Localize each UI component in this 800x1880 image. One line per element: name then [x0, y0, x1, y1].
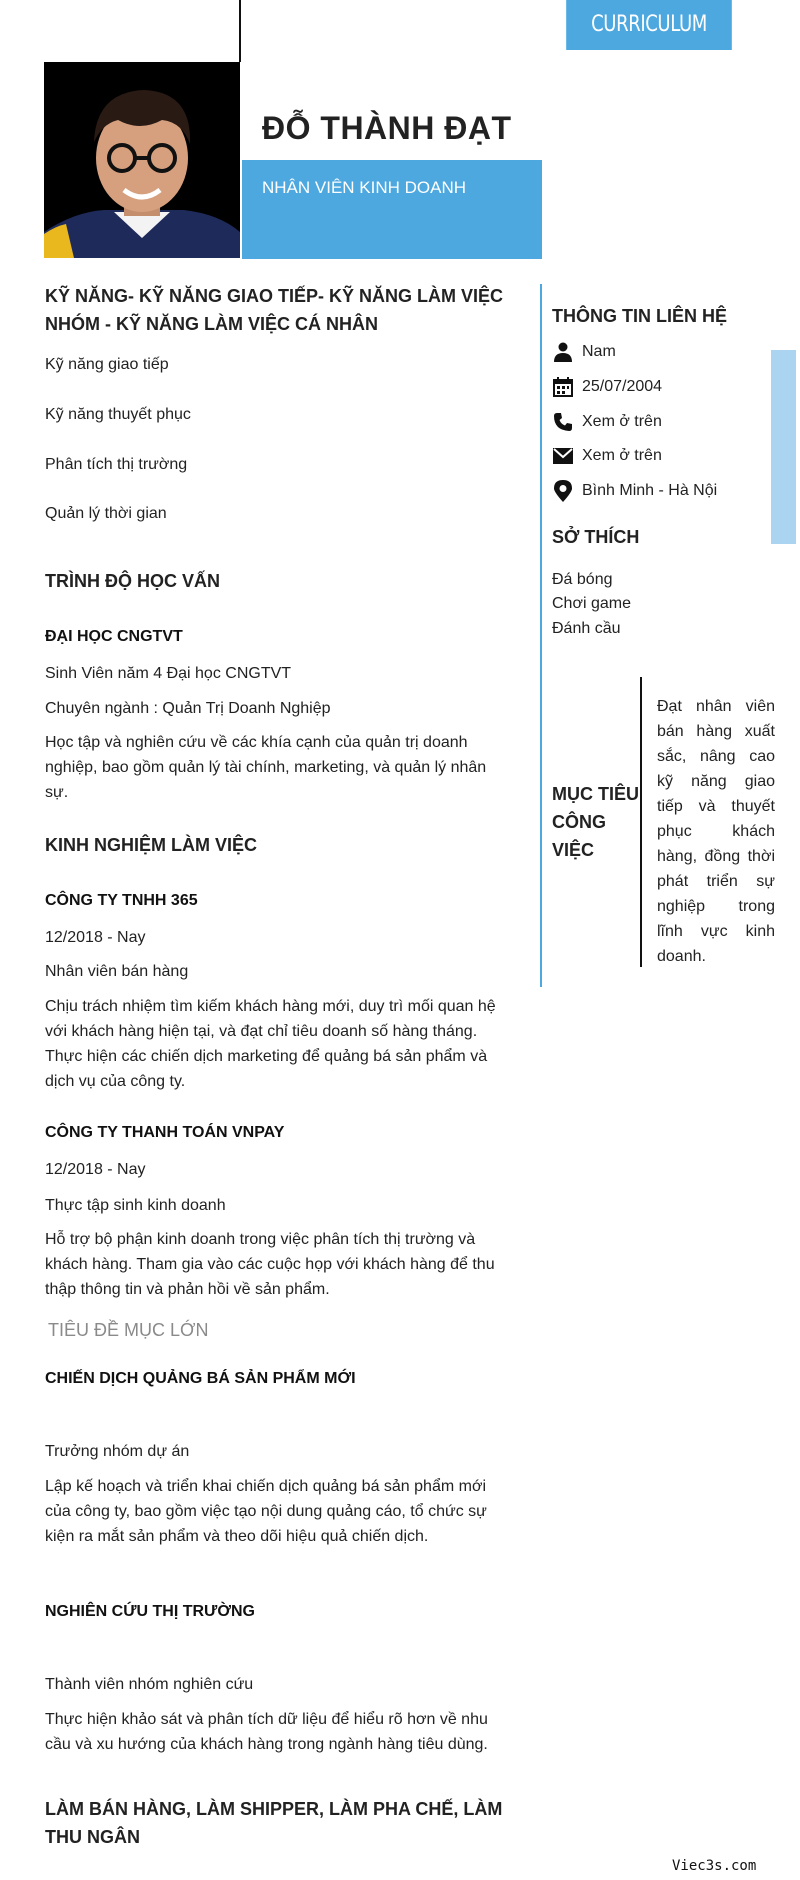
contact-gender-value: Nam [582, 343, 616, 360]
education-line: Sinh Viên năm 4 Đại học CNGTVT [45, 665, 292, 682]
hobbies-heading: SỞ THÍCH [552, 527, 640, 547]
other-jobs-heading: LÀM BÁN HÀNG, LÀM SHIPPER, LÀM PHA CHẾ, LÀM THU NGÂN [45, 1799, 503, 1847]
sidebar-divider [540, 284, 542, 987]
project-role: Thành viên nhóm nghiên cứu [45, 1676, 254, 1693]
experience-heading: KINH NGHIỆM LÀM VIỆC [45, 835, 258, 855]
location-icon [552, 480, 574, 502]
project-role: Trưởng nhóm dự án [45, 1443, 190, 1460]
phone-icon [552, 411, 574, 433]
contact-address-value: Bình Minh - Hà Nội [582, 482, 718, 499]
job-role: Nhân viên bán hàng [45, 963, 189, 980]
project-name: CHIẾN DỊCH QUẢNG BÁ SẢN PHẨM MỚI [45, 1370, 356, 1387]
contact-phone-value: Xem ở trên [582, 413, 662, 430]
contact-heading: THÔNG TIN LIÊN HỆ [552, 306, 727, 326]
header-divider [239, 0, 241, 62]
skill-item: Quản lý thời gian [45, 505, 167, 522]
contact-gender [552, 339, 616, 365]
contact-phone [552, 409, 662, 435]
job-company: CÔNG TY THANH TOÁN VNPAY [45, 1124, 285, 1141]
education-heading: TRÌNH ĐỘ HỌC VẤN [45, 571, 220, 591]
skills-heading: KỸ NĂNG- KỸ NĂNG GIAO TIẾP- KỸ NĂNG LÀM VIỆC NHÓM - KỸ NĂNG LÀM VIỆC CÁ NHÂN [45, 286, 504, 334]
job-description: Hỗ trợ bộ phận kinh doanh trong việc phân tích thị trường và khách hàng. Tham gia vào các cuộc họp với khách hàng để thu thập thông tin và phản hồi về sản phẩm. [45, 1231, 495, 1298]
scrollbar[interactable] [771, 350, 796, 544]
project-name: NGHIÊN CỨU THỊ TRƯỜNG [45, 1603, 255, 1620]
contact-email-value: Xem ở trên [582, 447, 662, 464]
calendar-icon [552, 376, 574, 398]
watermark: Viec3s.com [672, 1858, 757, 1874]
hobby-item: Chơi game [552, 595, 631, 612]
candidate-name: ĐỖ THÀNH ĐẠT [262, 110, 512, 146]
job-title: NHÂN VIÊN KINH DOANH [262, 178, 467, 197]
contact-birthday-value: 25/07/2004 [582, 378, 663, 395]
contact-email [552, 443, 662, 469]
skill-item: Kỹ năng thuyết phục [45, 406, 191, 423]
project-description: Thực hiện khảo sát và phân tích dữ liệu để hiểu rõ hơn về nhu cầu và xu hướng của khách hàng trong ngành hàng tiêu dùng. [45, 1711, 488, 1753]
job-company: CÔNG TY TNHH 365 [45, 892, 198, 909]
hobby-item: Đánh cầu [552, 620, 621, 637]
contact-birthday [552, 374, 662, 400]
profile-photo [44, 62, 240, 258]
goal-text: Đạt nhân viên bán hàng xuất sắc, nâng cao kỹ năng giao tiếp và thuyết phục khách hàng, đồng thời phát triển sự nghiệp trong lĩnh vực kinh doanh. [657, 698, 775, 965]
job-period: 12/2018 - Nay [45, 929, 146, 946]
hobby-item: Đá bóng [552, 571, 613, 588]
job-description: Chịu trách nhiệm tìm kiếm khách hàng mới, duy trì mối quan hệ với khách hàng hiện tại, và đạt chỉ tiêu doanh số hàng tháng. Thực hiện các chiến dịch marketing để quảng bá sản phẩm và dịch vụ của công ty. [45, 998, 496, 1090]
section-heading: TIÊU ĐỀ MỤC LỚN [48, 1320, 209, 1340]
goal-heading: MỤC TIÊU CÔNG VIỆC [552, 784, 639, 860]
person-icon [552, 341, 574, 363]
project-description: Lập kế hoạch và triển khai chiến dịch quảng bá sản phẩm mới của công ty, bao gồm việc tạo nội dung quảng cáo, tổ chức sự kiện ra mắt sản phẩm và theo dõi hiệu quả chiến dịch. [45, 1478, 487, 1545]
education-description: Học tập và nghiên cứu về các khía cạnh của quản trị doanh nghiệp, bao gồm quản lý tài chính, marketing, và quản lý nhân sự. [45, 734, 487, 801]
education-school: ĐẠI HỌC CNGTVT [45, 628, 183, 645]
job-period: 12/2018 - Nay [45, 1161, 146, 1178]
job-role: Thực tập sinh kinh doanh [45, 1197, 226, 1214]
cv-banner: CURRICULUM VITAE [566, 0, 732, 50]
skill-item: Phân tích thị trường [45, 456, 188, 473]
job-title-box [242, 160, 542, 259]
skill-item: Kỹ năng giao tiếp [45, 356, 169, 373]
mail-icon [552, 445, 574, 467]
education-line: Chuyên ngành : Quản Trị Doanh Nghiệp [45, 700, 331, 717]
contact-address [552, 478, 717, 504]
